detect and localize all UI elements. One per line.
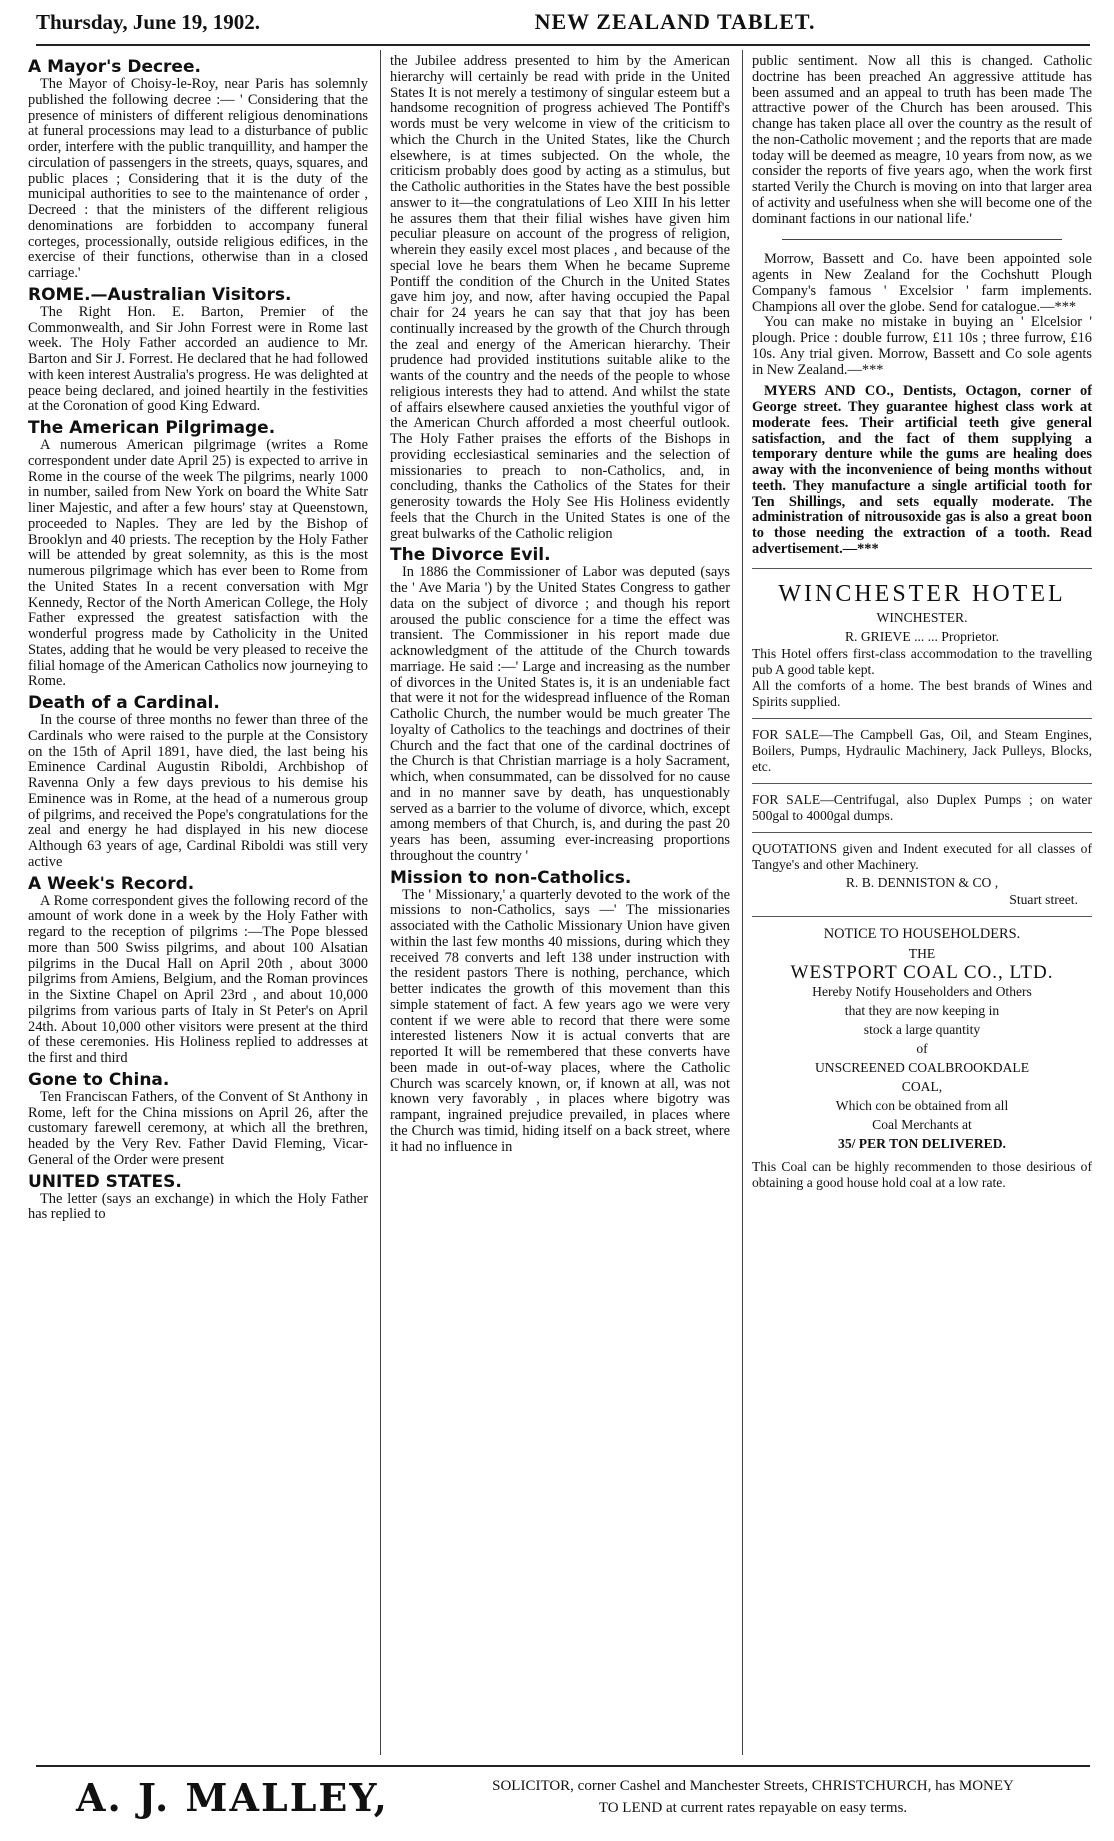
- notice-line: Which con be obtained from all: [835, 1097, 1009, 1113]
- article-body: The Right Hon. E. Barton, Premier of the Commonwealth, and Sir John Forrest were in Rome last week. The Holy Father accorded an audience to Mr. Barton and Sir J. Forrest. He declared that he had followed with keen interest Australia's progress. He was delighted at peace being declared, and joined heartily in the festivities at the Coronation of good King Edward.: [28, 303, 368, 415]
- notice-line: Hereby Notify Householders and Others: [812, 983, 1032, 999]
- solicitor-line: TO LEND at current rates repayable on easy terms.: [598, 1800, 908, 1816]
- article-heading: The American Pilgrimage.: [28, 418, 276, 438]
- article-heading: The Divorce Evil.: [390, 545, 551, 566]
- article: [28, 693, 368, 871]
- notice-line: Coal Merchants at: [872, 1116, 972, 1132]
- article-heading: UNITED STATES.: [28, 1171, 182, 1192]
- article: [390, 54, 730, 542]
- notice-line: COAL,: [901, 1078, 943, 1094]
- coal-notice: [752, 916, 1092, 1199]
- quotation-text: QUOTATIONS given and Indent executed for all classes of Tangye's and other Machinery.: [752, 840, 1092, 872]
- quotation-ad: [752, 832, 1092, 916]
- hotel-title: WINCHESTER HOTEL: [778, 580, 1066, 607]
- hotel-text: All the comforts of a home. The best brands of Wines and Spirits supplied.: [752, 677, 1092, 709]
- column-rule: [380, 50, 381, 1755]
- article: [28, 1070, 368, 1169]
- masthead: NEW ZEALAND TABLET.: [534, 9, 816, 34]
- notice-title: NOTICE TO HOUSEHOLDERS.: [823, 925, 1021, 942]
- column-3: [752, 54, 1092, 1754]
- article-heading: Death of a Cardinal.: [28, 693, 220, 713]
- hotel-proprietor: R. GRIEVE ... ... Proprietor.: [844, 628, 1000, 644]
- quotation-signature: R. B. DENNISTON & CO ,: [845, 874, 999, 890]
- notice-line: stock a large quantity: [863, 1021, 981, 1037]
- hotel-location: WINCHESTER.: [876, 609, 968, 625]
- page-header: [36, 0, 1090, 46]
- article: [390, 868, 730, 1156]
- article-body: The letter (says an exchange) in which the Holy Father has replied to: [28, 1190, 368, 1223]
- article-body: Ten Franciscan Fathers, of the Convent of St Anthony in Rome, left for the China missions on April 26, after the customary farewell ceremony, at which all the brethren, headed by the Very Rev. Father David Fleming, Vicar-General of the Order were present: [28, 1088, 368, 1168]
- hotel-text: This Hotel offers first-class accommodation to the travelling pub A good table kept.: [752, 645, 1092, 677]
- notice-line: UNSCREENED COALBROOKDALE: [814, 1059, 1030, 1075]
- divider: [782, 239, 1062, 240]
- article-heading: A Week's Record.: [28, 873, 195, 894]
- sale-text: FOR SALE—The Campbell Gas, Oil, and Steam Engines, Boilers, Pumps, Hydraulic Machinery, Jack Pulleys, Blocks, etc.: [752, 726, 1092, 774]
- notice-the: THE: [908, 945, 936, 961]
- notice-footer: This Coal can be highly recommenden to those desirious of obtaining a good house hold coal at a low rate.: [752, 1158, 1092, 1190]
- hotel-ad: [752, 568, 1092, 718]
- notice-company: WESTPORT COAL CO., LTD.: [790, 961, 1054, 983]
- advertisement: Morrow, Bassett and Co. have been appointed sole agents in New Zealand for the Cochshutt Plough Company's famous ' Excelsior ' farm implements. Champions all over the globe. Send for catalogue.—***: [752, 251, 1092, 315]
- article-heading: Mission to non-Catholics.: [390, 867, 632, 888]
- article-heading: ROME.—Australian Visitors.: [28, 284, 292, 305]
- article: [28, 285, 368, 415]
- sale-ad: [752, 783, 1092, 832]
- article-body: A Rome correspondent gives the following record of the amount of work done in a week by the Holy Father with regard to the reception of pilgrims :—The Pope blessed more than 500 Swiss pilgrims, and about 100 Alsatian pilgrims in the Ducal Hall on April 20th , about 3000 pilgrims from Amiens, Belgium, and the Roman provinces in the Sixtine Chapel on April 23rd , and about 10,000 pilgrims from various parts of Italy in St Peter's on April 24th. About 10,000 other visitors were present at the third of these ceremonies. His Holiness replied to addresses at the first and third: [28, 892, 368, 1066]
- article-body: In the course of three months no fewer than three of the Cardinals who were raised to the purple at the Consistory on the 15th of April 1891, have died, the last being his Eminence Cardinal Augustin Riboldi, Archbishop of Ravenna Only a few days previous to his demise his Eminence was in Rome, at the head of a numerous group of pilgrims, and received the Pope's congratulations for the zeal and energy he had displayed in his new diocese Although 63 years of age, Cardinal Riboldi was still very active: [28, 712, 368, 870]
- sale-ad: [752, 718, 1092, 783]
- article-heading: A Mayor's Decree.: [28, 57, 201, 77]
- article-heading: Gone to China.: [28, 1069, 170, 1090]
- quotation-address: Stuart street.: [1009, 891, 1078, 907]
- issue-date: Thursday, June 19, 1902.: [36, 9, 261, 34]
- notice-price: 35/ PER TON DELIVERED.: [838, 1135, 1006, 1151]
- advertisement: MYERS AND CO., Dentists, Octagon, corner of George street. They guarantee highest class work at moderate fees. Their artificial teeth give general satisfaction, and the fact of them supplying a temporary denture while the gums are healing does away with the inconvenience of being months without teeth. They manufacture a single artificial tooth for Ten Shillings, and sets equally moderate. The administration of nitrousoxide gas is also a great boon to those needing the extraction of a tooth. Read advertisement.—***: [752, 383, 1092, 557]
- solicitor-name: A. J. MALLEY,: [76, 1774, 389, 1820]
- column-rule: [742, 50, 743, 1755]
- article: [390, 545, 730, 864]
- article-body: A numerous American pilgrimage (writes a Rome correspondent under date April 25) is expected to arrive in Rome in the course of the week The pilgrims, nearly 1000 in number, sailed from New York on board the White Satr liner Majestic, and after a few hours' stay at Queenstown, proceeded to Naples. They are led by the Bishop of Brooklyn and 40 priests. The reception by the Holy Father will be attended by great solemnity, as this is the most numerous pilgrimage which has ever been to Rome from the United States In a recent conversation with Mgr Kennedy, Rector of the North American College, the Holy Father expressed the greatest satisfaction with the wonderful progress made by Catholicity in the United States, adding that he would be very pleased to receive the filial homage of the American Catholics now journeying to Rome.: [28, 437, 368, 690]
- article-body: the Jubilee address presented to him by the American hierarchy will certainly be read with pride in the United States It is not merely a testimony of singular esteem but a handsome recognition of progress achieved The Pontiff's words must be very welcome in view of the criticism to which the Church in the United States, like the Church elsewhere, is at times subjected. On the whole, the criticism probably does good by acting as a stimulus, but the Catholic authorities in the States have the best possible answer to it—the congratulations of Leo XIII In his letter he assures them that their filial wishes have given him peculiar pleasure on account of the progress of religion, wherein they easily excel most places , and because of the special love he bears them When he became Supreme Pontiff the condition of the Church in the United States gave him joy, and now, after having occupied the Papal chair for 24 years he can say that that joy has been continually increased by the growth of the Church through the zeal and energy of the American hierarchy. Their prudence had provided institutions suitable alike to the wants of the country and the needs of the people to whose religious interests they had to attend. And whilst the state of affairs elsewhere caused anxieties the youthful vigor of the American Church afforded a most cheerful outlook. The Holy Father praises the efforts of the Bishops in providing ecclesiastical seminaries and the selection of missionaries to preach to non-Catholics, and, in concluding, thanks the Catholics of the States for their generosity towards the Holy See His Holiness evidently feels that the Church in the United States is one of the great bulwarks of the Catholic religion: [390, 54, 730, 542]
- sale-text: FOR SALE—Centrifugal, also Duplex Pumps ; on water 500gal to 4000gal dumps.: [752, 791, 1092, 823]
- article: [28, 418, 368, 690]
- solicitor-line: SOLICITOR, corner Cashel and Manchester Streets, CHRISTCHURCH, has MONEY: [492, 1778, 1014, 1794]
- article: [28, 1172, 368, 1224]
- column-2: [390, 54, 730, 1754]
- notice-line: of: [916, 1040, 928, 1056]
- article-body: In 1886 the Commissioner of Labor was deputed (says the ' Ave Maria ') by the United States Congress to gather data on the subject of divorce ; and though his report aroused the public conscience for a time the effect was transient. The Commissioner in his report made due acknowledgment of the attitude of the Church towards marriage. He said :—' Large and increasing as the number of divorces in the United States is, it is an undeniable fact that were it not for the widespread influence of the Roman Catholic Church, the number would be much greater The loyalty of Catholics to the teachings and doctrines of their Church and the fact that one of the cardinal doctrines of the Church is that Christian marriage is a holy Sacrament, which, when consummated, can be dissolved for no cause and in no manner save by death, has unquestionably served as a barrier to the volume of divorce, which, except among members of that Church, is, and during the past 20 years has been, assuming ever-increasing proportions throughout the country ': [390, 564, 730, 864]
- notice-line: that they are now keeping in: [844, 1002, 1000, 1018]
- advertisement: You can make no mistake in buying an ' Elcelsior ' plough. Price : double furrow, £11 10s ; three furrow, £16 10s. Any trial given. Morrow, Bassett and Co sole agents in New Zealand.—***: [752, 314, 1092, 378]
- article: [28, 874, 368, 1067]
- article-body: The ' Missionary,' a quarterly devoted to the work of the missions to non-Catholics, says —' The missionaries associated with the Catholic Missionary Union have given within the last few months 40 missions, during which they received 78 converts and left 138 under instruction with the resident pastors There is nothing, perchance, which better indicates the growth of this movement than this simple statement of fact. A few years ago we were very content if we were able to record that there were some interested listeners Now it is actual converts that are reported It will be remembered that these converts have been made in out-of-way places, where the Catholic Church was scarcely known, or, if known at all, was not known very favorably , in places where bigotry was rampant, ingrained prejudice prevailed, in places where the Church was timid, hiding itself on a back street, where it had no influence in: [390, 886, 730, 1155]
- column-1: [28, 54, 368, 1754]
- article-body: public sentiment. Now all this is changed. Catholic doctrine has been preached An aggressive attitude has been assumed and an appeal to truth has been made The attractive power of the Church has been aroused. This change has taken place all over the country as the result of the non-Catholic movement ; and the reports that are made today will be deemed as meagre, 10 years from now, as we consider the reports of five years ago, when the work first started Verily the Church is moving on into that larger area of activity and usefulness when she will become one of the dominant factions in our national life.': [752, 54, 1092, 227]
- solicitor-advertisement: [36, 1765, 1090, 1827]
- solicitor-text: [416, 1775, 1090, 1819]
- article: [28, 57, 368, 282]
- article-body: The Mayor of Choisy-le-Roy, near Paris has solemnly published the following decree :— ' Considering that the presence of ministers of different religious denominations at funeral processions may lead to a disturbance of public order, interfere with the public tranquillity, and hamper the circulation of passengers in the streets, quays, squares, and public places ; Considering that it is the duty of the municipal authorities to see to the maintenance of order , Decreed : that the ministers of the different religious denominations are forbidden to accompany funeral corteges, processionally, outside religious edifices, in the exercise of their functions, otherwise than in a closed carriage.': [28, 76, 368, 281]
